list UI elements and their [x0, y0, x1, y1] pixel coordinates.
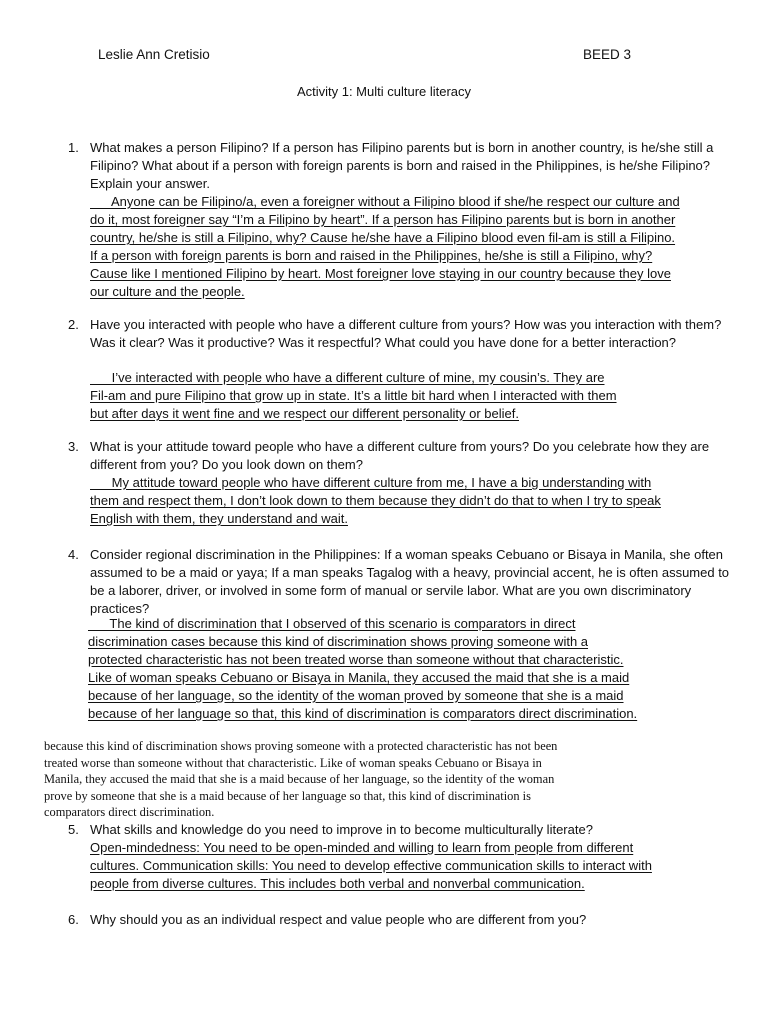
- answer-line: do it, most foreigner say “I’m a Filipino by heart”. If a person has Filipino parents but is born in another: [90, 212, 676, 227]
- answer-2: [90, 369, 617, 423]
- answer-line: discrimination cases because this kind of discrimination shows proving someone with a: [88, 634, 589, 649]
- answer-line: them and respect them, I don’t look down to them because they didn’t do that to when I try to speak: [90, 493, 661, 508]
- answer-line: English with them, they understand and wait.: [90, 511, 348, 526]
- question-number: 3.: [68, 439, 79, 454]
- answer-line: our culture and the people.: [90, 284, 245, 299]
- paragraph-line: treated worse than someone without that characteristic. Like of woman speaks Cebuano or Bisaya in: [44, 755, 542, 770]
- answer-line: people from diverse cultures. This includes both verbal and nonverbal communication.: [90, 876, 585, 891]
- question-text: What skills and knowledge do you need to improve in to become multiculturally literate?: [90, 822, 593, 837]
- answer-line: protected characteristic has not been treated worse than someone without that characteristic.: [88, 652, 624, 667]
- activity-title: Activity 1: Multi culture literacy: [296, 84, 472, 99]
- answer-line: but after days it went fine and we respect our different personality or belief.: [90, 406, 519, 421]
- answer-line: I’ve interacted with people who have a different culture of mine, my cousin’s. They are: [90, 370, 605, 385]
- answer-line: Open-mindedness: You need to be open-minded and willing to learn from people from different: [90, 840, 634, 855]
- question-text: What makes a person Filipino? If a person has Filipino parents but is born in another country, is he/she still a Filipino? What about if a person with foreign parents is born and raised in the Philippines, is he/she Filipino? Explain your answer.: [90, 140, 714, 191]
- answer-line: country, he/she is still a Filipino, why? Cause he/she have a Filipino blood even fil-am is still a Filipino.: [90, 230, 676, 245]
- student-name: Leslie Ann Cretisio: [98, 47, 210, 62]
- paragraph-line: because this kind of discrimination shows proving someone with a protected characteristic has not been: [44, 739, 558, 753]
- answer-3: [90, 474, 661, 528]
- question-number: 5.: [68, 822, 79, 837]
- answer-line: If a person with foreign parents is born and raised in the Philippines, he/she is still a Filipino, why?: [90, 248, 653, 263]
- paragraph-line: comparators direct discrimination.: [44, 805, 215, 819]
- question-text: Have you interacted with people who have a different culture from yours? How was you interaction with them? Was it clear? Was it productive? Was it respectful? What could you have done for a better interaction?: [90, 317, 722, 350]
- question-text: Consider regional discrimination in the Philippines: If a woman speaks Cebuano or Bisaya in Manila, she often assumed to be a maid or yaya; If a man speaks Tagalog with a heavy, provincial accent, he is often assumed to be a laborer, driver, or involved in some form of manual or servile labor. What are you own discriminatory practices?: [90, 547, 730, 616]
- pasted-paragraph: [44, 738, 624, 821]
- answer-line: The kind of discrimination that I observed of this scenario is comparators in direct: [88, 616, 576, 631]
- answer-4: [88, 615, 637, 723]
- course-label: BEED 3: [583, 47, 632, 62]
- answer-line: Anyone can be Filipino/a, even a foreigner without a Filipino blood if she/he respect our culture and: [90, 194, 680, 209]
- answer-line: cultures. Communication skills: You need to develop effective communication skills to interact with: [90, 858, 652, 873]
- answer-line: Fil-am and pure Filipino that grow up in state. It’s a little bit hard when I interacted with them: [90, 388, 617, 403]
- answer-5: [90, 839, 652, 893]
- paragraph-line: Manila, they accused the maid that she is a maid because of her language, so the identity of the woman: [44, 772, 555, 786]
- answer-line: because of her language, so the identity of the woman proved by someone that she is a maid: [88, 688, 624, 703]
- answer-line: because of her language so that, this kind of discrimination is comparators direct discrimination.: [88, 706, 638, 721]
- answer-line: My attitude toward people who have different culture from me, I have a big understanding with: [90, 475, 652, 490]
- question-text: Why should you as an individual respect and value people who are different from you?: [90, 912, 587, 927]
- question-number: 4.: [68, 547, 79, 562]
- question-number: 1.: [68, 140, 79, 155]
- question-number: 2.: [68, 317, 79, 332]
- paragraph-line: prove by someone that she is a maid because of her language so that, this kind of discrimination is: [44, 788, 531, 803]
- answer-line: Like of woman speaks Cebuano or Bisaya in Manila, they accused the maid that she is a maid: [88, 670, 630, 685]
- question-text: What is your attitude toward people who have a different culture from yours? Do you celebrate how they are different from you? Do you look down on them?: [90, 439, 710, 472]
- question-number: 6.: [68, 912, 79, 927]
- answer-line: Cause like I mentioned Filipino by heart. Most foreigner love staying in our country because they love: [90, 266, 671, 281]
- answer-1: [90, 193, 680, 301]
